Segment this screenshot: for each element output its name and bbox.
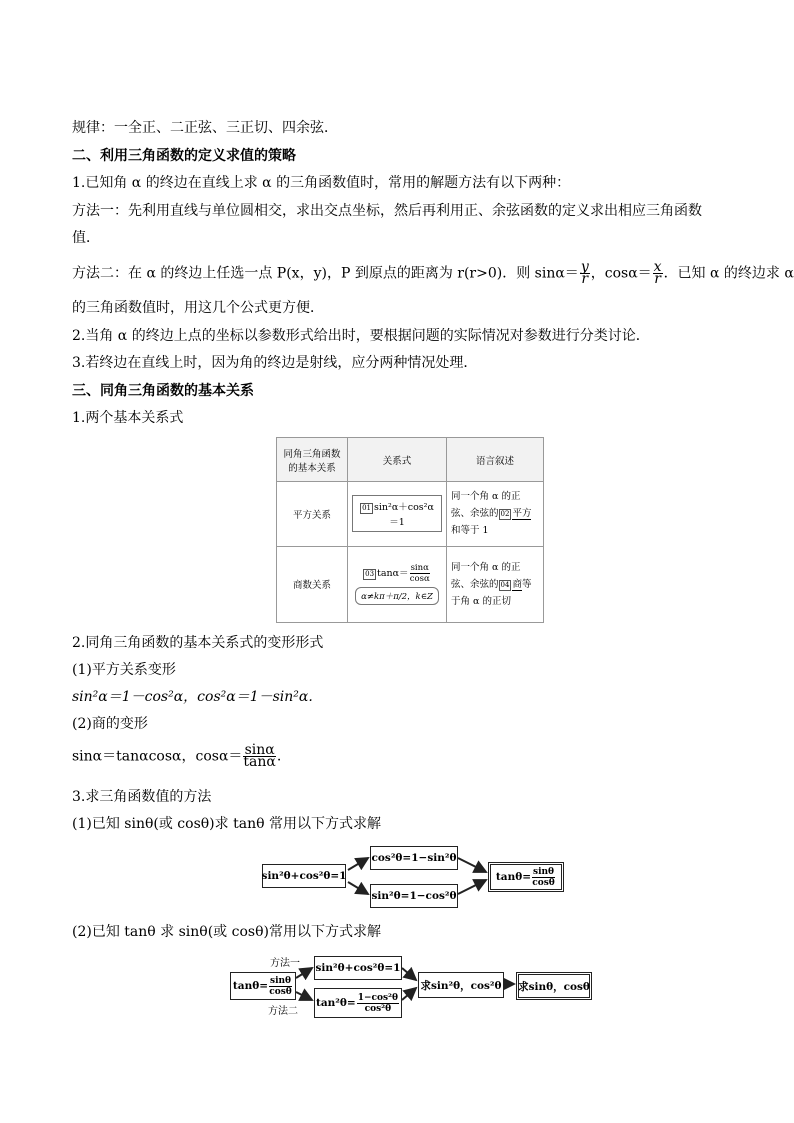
para-3-2b: (2)商的变形 [72, 716, 148, 732]
method-2-line: 方法二：在 α 的终边上任选一点 P(x，y)，P 到原点的距离为 r(r>0)．则 sinα＝ $\frac{y}{r}$ ，cosα＝ $\frac{x}{r}$ ．已知 α 的终边求 α [72, 259, 794, 287]
formula-3-2a: sin²α＝1－cos²α，cos²α＝1－sin²α. [72, 689, 313, 705]
box-pythagorean-2: sin²θ+cos²θ=1 [314, 956, 402, 980]
method-1-line-b: 值． [72, 230, 100, 246]
table-row: 平方关系 01 sin²α＋cos²α＝1 同一个角 α 的正弦、余弦的 02 平方和等于 1 [277, 482, 544, 546]
table-row: 商数关系 03 tanα＝ $\frac{\sin\alpha}{\cos\alpha}$ α≠kπ＋π/2，k∈Z 同一个角 α 的正弦、余弦的 04 商等于角 α 的正切 [277, 546, 544, 622]
label-method-2: 方法二 [268, 1006, 298, 1017]
box-cos-squared: cos²θ=1−sin²θ [370, 846, 458, 870]
section-3-title: 三、同角三角函数的基本关系 [72, 383, 254, 399]
formula-3-2b: sinα＝tanαcosα，cosα＝ $\frac{\sin\alpha}{\tan\alpha}$ . [72, 742, 282, 770]
para-3-3b: (2)已知 tanθ 求 sinθ(或 cosθ)常用以下方式求解 [72, 924, 381, 940]
para-2-3: 3.若终边在直线上时，因为角的终边是射线，应分两种情况处理． [72, 355, 478, 371]
para-2-1: 1.已知角 α 的终边在直线上求 α 的三角函数值时，常用的解题方法有以下两种： [72, 175, 571, 191]
rule-line: 规律：一全正、二正弦、三正切、四余弦． [72, 120, 338, 136]
para-3-2a: (1)平方关系变形 [72, 662, 176, 678]
condition-box: α≠kπ＋π/2，k∈Z [355, 587, 439, 605]
para-3-3: 3.求三角函数值的方法 [72, 789, 212, 805]
label-method-1: 方法一 [270, 958, 300, 969]
section-2-title: 二、利用三角函数的定义求值的策略 [72, 148, 296, 164]
para-3-2: 2.同角三角函数的基本关系式的变形形式 [72, 635, 324, 651]
para-2-2: 2.当角 α 的终边上点的坐标以参数形式给出时，要根据问题的实际情况对参数进行分类讨论． [72, 328, 650, 344]
box-pythagorean: sin²θ+cos²θ=1 [262, 864, 346, 888]
box-tan-squared: tan²θ= $\frac{\text{1−cos²θ}}{\text{cos²θ}}$ [314, 988, 402, 1018]
diagram-1 [258, 842, 564, 908]
box-find-sin-cos: 求sinθ，cosθ [516, 972, 592, 1000]
table-header-3: 语言叙述 [447, 438, 544, 482]
formula-box: 01 sin²α＋cos²α＝1 [352, 495, 442, 532]
row-name: 平方关系 [277, 482, 348, 546]
table-header-1: 同角三角函数的基本关系 [277, 438, 348, 482]
box-find-squares: 求sin²θ，cos²θ [418, 972, 504, 998]
table-header-2: 关系式 [348, 438, 447, 482]
box-tan-def: tanθ= $\frac{\sin\theta}{\cos\theta}$ [230, 972, 296, 1000]
diagram-2 [228, 950, 592, 1020]
row-name: 商数关系 [277, 546, 348, 622]
para-3-3a: (1)已知 sinθ(或 cosθ)求 tanθ 常用以下方式求解 [72, 816, 381, 832]
para-3-1: 1.两个基本关系式 [72, 410, 184, 426]
method-1-line-a: 方法一：先利用直线与单位圆相交，求出交点坐标，然后再利用正、余弦函数的定义求出相应三角函数 [72, 203, 702, 219]
box-sin-squared: sin²θ=1−cos²θ [370, 884, 458, 908]
frac-x-over-r: $\frac{x}{r}$ [653, 259, 662, 287]
box-tan: tanθ= $\frac{\sin\theta}{\cos\theta}$ [488, 862, 564, 892]
method-2-line-b: 的三角函数值时，用这几个公式更方便． [72, 300, 324, 316]
quotient-formula: 03 tanα＝ $\frac{\sin\alpha}{\cos\alpha}$ [365, 563, 430, 585]
frac-y-over-r: $\frac{y}{r}$ [580, 259, 589, 287]
relations-table [276, 437, 544, 623]
